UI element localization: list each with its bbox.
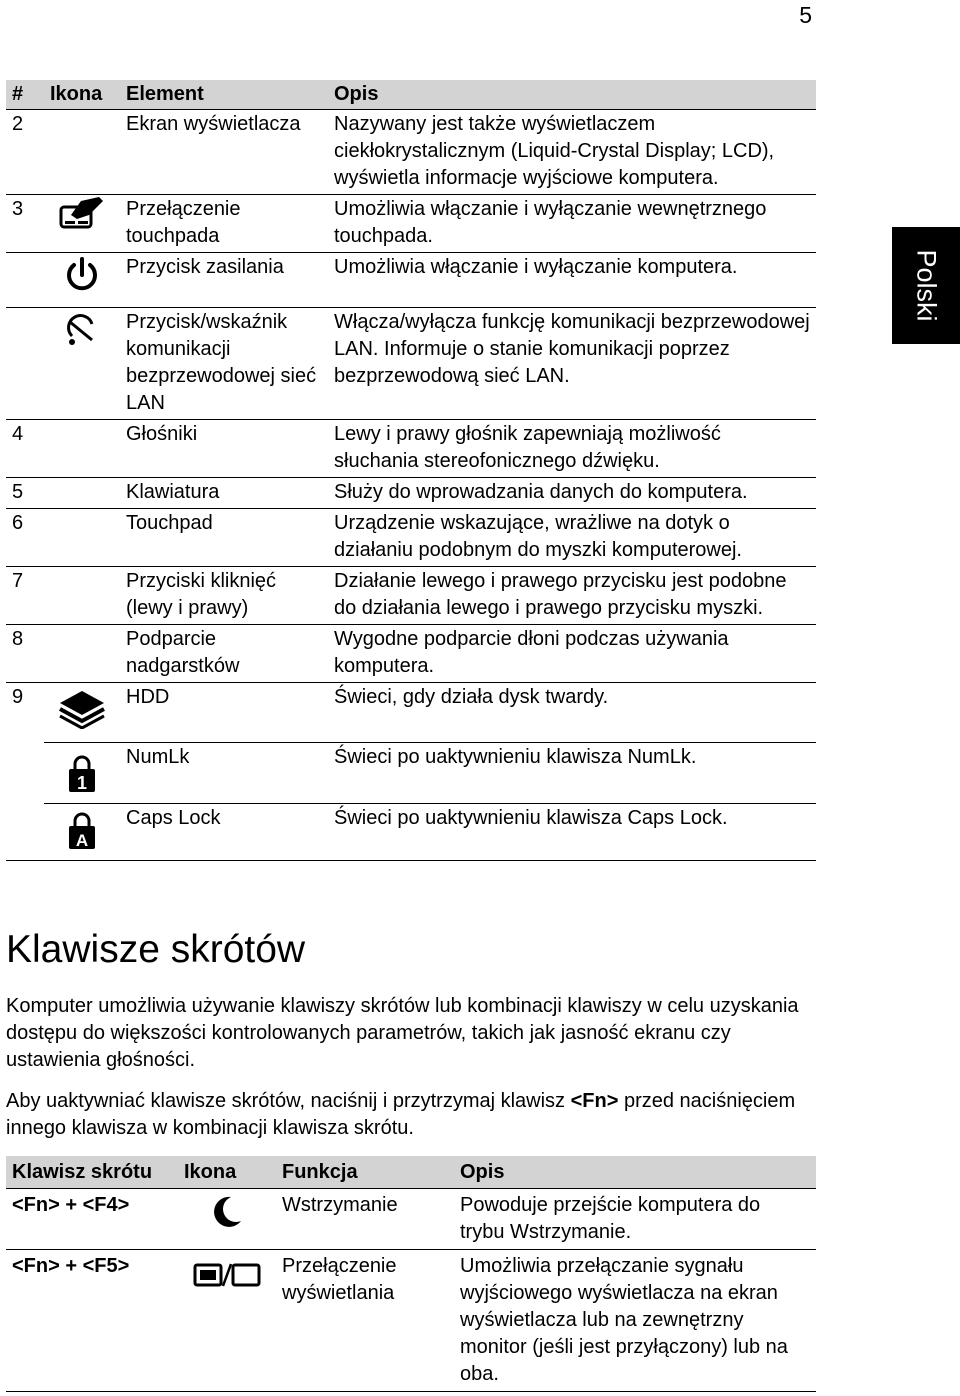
- table-row: <Fn> + <F4> Wstrzymanie Powoduje przejście komputera do trybu Wstrzymanie.: [6, 1189, 816, 1250]
- table-header-row: [6, 1156, 816, 1189]
- display-toggle-icon: [193, 1262, 261, 1288]
- table-row: 3 Przełączenie touchpada Umożliwia włączanie i wyłączanie wewnętrznego touchpada.: [6, 195, 816, 253]
- header-icon: Ikona: [178, 1156, 276, 1189]
- section-title: Klawisze skrótów: [6, 928, 306, 971]
- page-number: 5: [799, 2, 812, 28]
- table-row: 4 Głośniki Lewy i prawy głośnik zapewniają możliwość słuchania stereofonicznego dźwięku.: [6, 420, 816, 478]
- numlock-icon: [67, 755, 97, 793]
- intro-paragraph: Komputer umożliwia używanie klawiszy skrótów lub kombinacji klawiszy w celu uzyskania dostępu do większości kontrolowanych parametrów, takich jak jasność ekranu czy ustawienia głośności.: [6, 995, 799, 1071]
- sleep-moon-icon: [211, 1195, 243, 1229]
- components-table: [6, 80, 816, 861]
- table-row: Przycisk zasilania Umożliwia włączanie i wyłączanie komputera.: [6, 253, 816, 308]
- table-row: 5 Klawiatura Służy do wprowadzania danych do komputera.: [6, 478, 816, 509]
- table-row: 1 NumLk Świeci po uaktywnieniu klawisza NumLk.: [6, 743, 816, 804]
- language-side-tab: Polski: [892, 227, 960, 344]
- table-row: A Caps Lock Świeci po uaktywnieniu klawisza Caps Lock.: [6, 804, 816, 861]
- table-row: 7 Przyciski kliknięć (lewy i prawy) Działanie lewego i prawego przycisku jest podobne do działania lewego i prawego przycisku myszki.: [6, 567, 816, 625]
- header-hotkey: Klawisz skrótu: [6, 1156, 178, 1189]
- table-row: 8 Podparcie nadgarstków Wygodne podparcie dłoni podczas używania komputera.: [6, 625, 816, 683]
- hotkeys-table: [6, 1156, 816, 1392]
- touchpad-toggle-icon: [59, 197, 105, 231]
- instruction-paragraph: Aby uaktywniać klawisze skrótów, naciśnij i przytrzymaj klawisz <Fn> przed naciśnięciem innego klawisza w kombinacji klawisza skrótu.: [6, 1090, 796, 1139]
- hdd-icon: [58, 689, 106, 729]
- fn-key-label: <Fn>: [570, 1090, 619, 1112]
- header-desc: Opis: [454, 1156, 816, 1189]
- header-element: Element: [120, 80, 328, 110]
- table-row: 2 Ekran wyświetlacza Nazywany jest także wyświetlaczem ciekłokrystalicznym (Liquid-Crystal Display; LCD), wyświetla informacje wyjściowe komputera.: [6, 110, 816, 195]
- wireless-icon: [62, 310, 102, 350]
- header-num: #: [6, 80, 44, 110]
- header-function: Funkcja: [276, 1156, 454, 1189]
- header-icon: Ikona: [44, 80, 120, 110]
- table-row: Przycisk/wskaźnik komunikacji bezprzewodowej sieć LAN Włącza/wyłącza funkcję komunikacji bezprzewodowej LAN. Informuje o stanie komunikacji poprzez bezprzewodową sieć LAN.: [6, 308, 816, 420]
- capslock-icon: [67, 812, 97, 850]
- svg-text:A: A: [75, 831, 89, 850]
- table-row: 6 Touchpad Urządzenie wskazujące, wrażliwe na dotyk o działaniu podobnym do myszki komputerowej.: [6, 509, 816, 567]
- table-row: 9 HDD Świeci, gdy działa dysk twardy.: [6, 683, 816, 743]
- power-icon: [62, 255, 102, 295]
- header-desc: Opis: [328, 80, 816, 110]
- table-row: <Fn> + <F5> Przełączenie wyświetlania Umożliwia przełączanie sygnału wyjściowego wyświetlacza na ekran wyświetlacza lub na zewnętrzny monitor (jeśli jest przyłączony) lub na oba.: [6, 1250, 816, 1392]
- table-header-row: [6, 80, 816, 110]
- svg-text:1: 1: [76, 773, 88, 793]
